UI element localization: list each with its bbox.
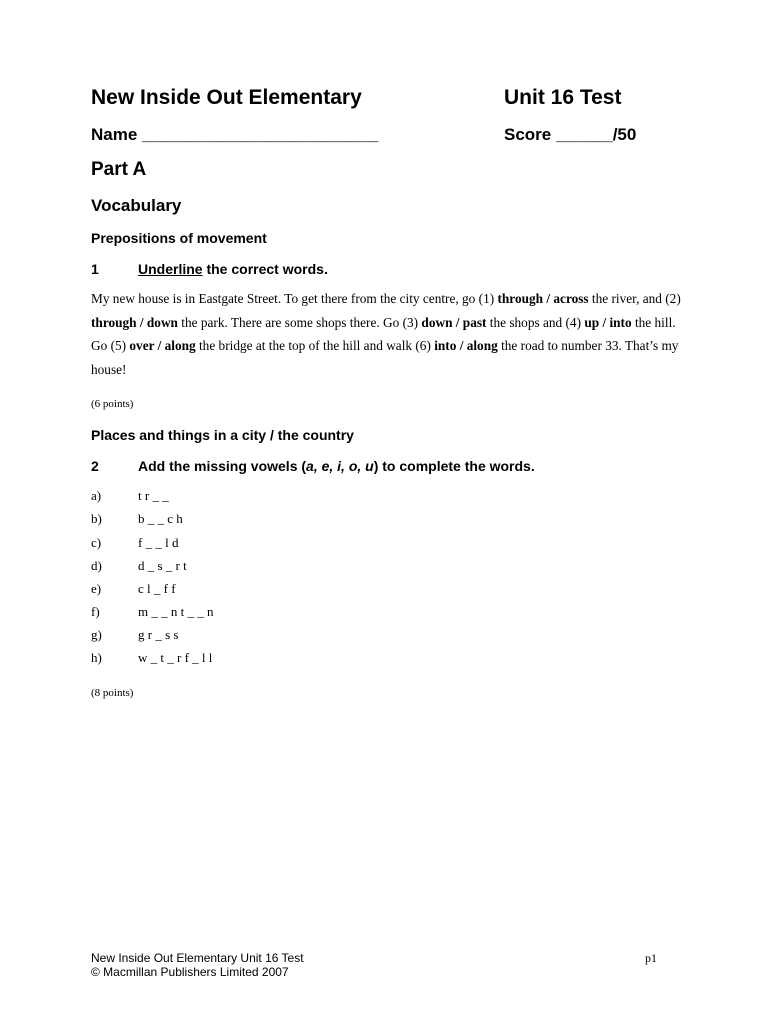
item-word[interactable]: f _ _ l d [138, 535, 179, 550]
item-word[interactable]: g r _ s s [138, 627, 179, 642]
item-label: g) [91, 627, 102, 642]
item-label: b) [91, 511, 102, 526]
passage-text: the shops and (4) [486, 314, 585, 330]
book-title: New Inside Out Elementary [91, 86, 362, 109]
list-item [91, 488, 169, 504]
choice-options[interactable]: through / down [91, 314, 178, 330]
choice-options[interactable]: through / across [497, 291, 589, 306]
part-title: Part A [91, 159, 147, 180]
item-word[interactable]: d _ s _ r t [138, 558, 187, 573]
passage-text: the road to number 33. That’s my house! [91, 338, 679, 377]
list-item [91, 627, 178, 643]
sub2-title: Places and things in a city / the country [91, 427, 354, 443]
q2-instruction [138, 458, 535, 474]
q1-number: 1 [91, 261, 99, 277]
item-label: e) [91, 581, 102, 596]
q1-instruction [138, 261, 328, 277]
list-item [91, 558, 187, 574]
item-word[interactable]: w _ t _ r f _ l l [138, 650, 213, 665]
unit-title: Unit 16 Test [504, 86, 622, 109]
list-item [91, 581, 176, 597]
item-word[interactable]: t r _ _ [138, 488, 169, 503]
choice-options[interactable]: over / along [129, 338, 196, 353]
page-number: p1 [645, 951, 657, 965]
item-word[interactable]: b _ _ c h [138, 511, 183, 526]
passage-text: My new house is in Eastgate Street. To get there from the city centre, go (1) [91, 291, 498, 306]
choice-options[interactable]: up / into [584, 314, 632, 330]
list-item [91, 511, 183, 527]
q1-instruction-underlined: Underline [138, 261, 203, 277]
sub1-title: Prepositions of movement [91, 230, 267, 246]
q2-instruction-start: Add the missing vowels ( [138, 458, 307, 474]
item-word[interactable]: m _ _ n t _ _ n [138, 604, 214, 619]
passage-text: the river, and (2) [588, 291, 681, 306]
item-label: c) [91, 535, 102, 550]
item-label: a) [91, 488, 102, 503]
passage-text: the park. There are some shops there. Go (3) [177, 314, 422, 330]
section-title: Vocabulary [91, 196, 182, 215]
item-word[interactable]: c l _ f f [138, 581, 176, 596]
list-item [91, 535, 178, 551]
passage-text: the bridge at the top of the hill and walk (6) [195, 338, 435, 353]
score-field: Score ______/50 [504, 125, 637, 144]
footer-title: New Inside Out Elementary Unit 16 Test [91, 951, 304, 965]
choice-options[interactable]: down / past [421, 314, 487, 330]
item-label: h) [91, 650, 102, 665]
q2-number: 2 [91, 458, 99, 474]
footer-copyright: © Macmillan Publishers Limited 2007 [91, 965, 289, 979]
q2-points: (8 points) [91, 687, 134, 699]
choice-options[interactable]: into / along [434, 338, 498, 353]
list-item [91, 604, 213, 620]
q1-points: (6 points) [91, 398, 134, 410]
passage-text: the hill. Go (5) [91, 314, 676, 353]
q2-vowels: a, e, i, o, u [306, 458, 374, 474]
q1-passage [91, 287, 681, 381]
name-field: Name _________________________ [91, 125, 379, 144]
item-label: f) [91, 604, 100, 619]
list-item [91, 650, 212, 666]
item-label: d) [91, 558, 102, 573]
q2-instruction-end: ) to complete the words. [373, 458, 535, 474]
q1-instruction-rest: the correct words. [202, 261, 328, 277]
